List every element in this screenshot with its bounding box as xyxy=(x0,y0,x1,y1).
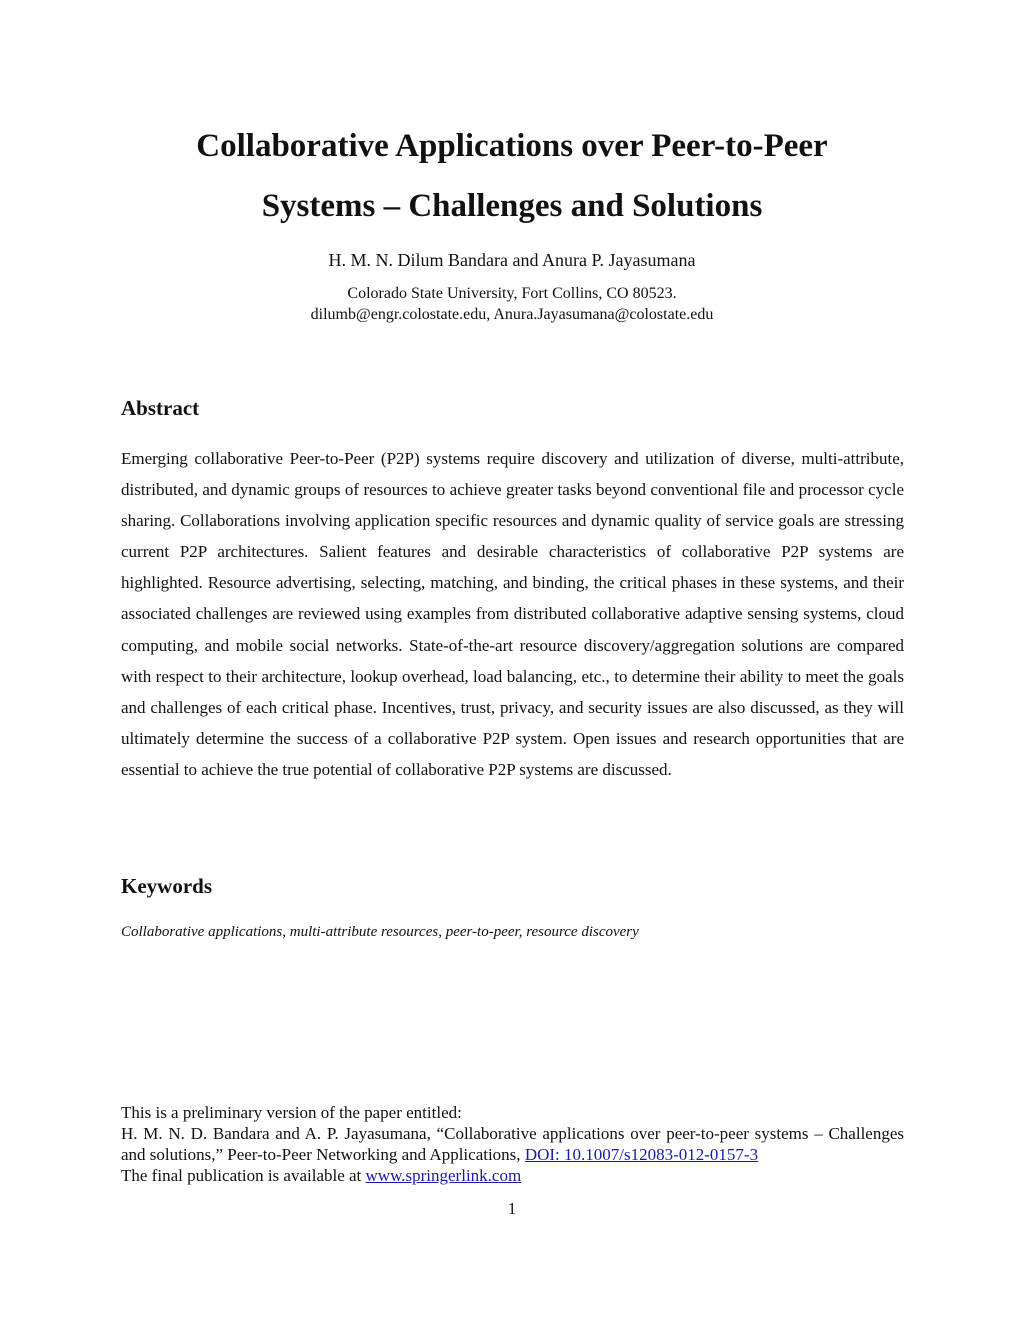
title-line-2: Systems – Challenges and Solutions xyxy=(261,188,763,224)
note-citation xyxy=(121,1124,904,1164)
title-line-1: Collaborative Applications over Peer-to-Peer xyxy=(196,128,828,164)
author-emails: dilumb@engr.colostate.edu, Anura.Jayasumana@colostate.edu xyxy=(310,306,714,323)
affiliation-block xyxy=(0,283,1024,325)
note-final xyxy=(121,1165,904,1186)
doi-link[interactable]: DOI: 10.1007/s12083-012-0157-3 xyxy=(524,1145,759,1164)
page-number: 1 xyxy=(507,1199,517,1218)
abstract-heading: Abstract xyxy=(121,396,200,420)
final-publication-text: The final publication is available at xyxy=(121,1166,366,1185)
preliminary-version-note xyxy=(121,1102,904,1186)
keywords-text: Collaborative applications, multi-attribute resources, peer-to-peer, resource discovery xyxy=(121,924,639,940)
abstract-text: Emerging collaborative Peer-to-Peer (P2P) systems require discovery and utilization of diverse, multi-attribute, distributed, and dynamic groups of resources to achieve greater tasks beyond conventional file and processor cycle sharing. Collaborations involving application specific resources and dynamic quality of service goals are stressing current P2P architectures. Salient features and desirable characteristics of collaborative P2P systems are highlighted. Resource advertising, selecting, matching, and binding, the critical phases in these systems, and their associated challenges are reviewed using examples from distributed collaborative adaptive sensing systems, cloud computing, and mobile social networks. State-of-the-art resource discovery/aggregation solutions are compared with respect to their architecture, lookup overhead, load balancing, etc., to determine their ability to meet the goals and challenges of each critical phase. Incentives, trust, privacy, and security issues are also discussed, as they will ultimately determine the success of a collaborative P2P system. Open issues and research opportunities that are essential to achieve the true potential of collaborative P2P systems are discussed. xyxy=(121,449,904,779)
note-intro: This is a preliminary version of the paper entitled: xyxy=(121,1103,462,1122)
author-list: H. M. N. Dilum Bandara and Anura P. Jayasumana xyxy=(328,250,696,270)
springerlink-link[interactable]: www.springerlink.com xyxy=(365,1166,522,1185)
keywords-heading: Keywords xyxy=(121,874,212,898)
paper-title xyxy=(0,116,1024,236)
citation-text: H. M. N. D. Bandara and A. P. Jayasumana, “Collaborative applications over peer-to-peer systems – Challenges and solutions,” Peer-to-Peer Networking and Applications, xyxy=(121,1124,904,1164)
affiliation: Colorado State University, Fort Collins, CO 80523. xyxy=(347,285,677,302)
